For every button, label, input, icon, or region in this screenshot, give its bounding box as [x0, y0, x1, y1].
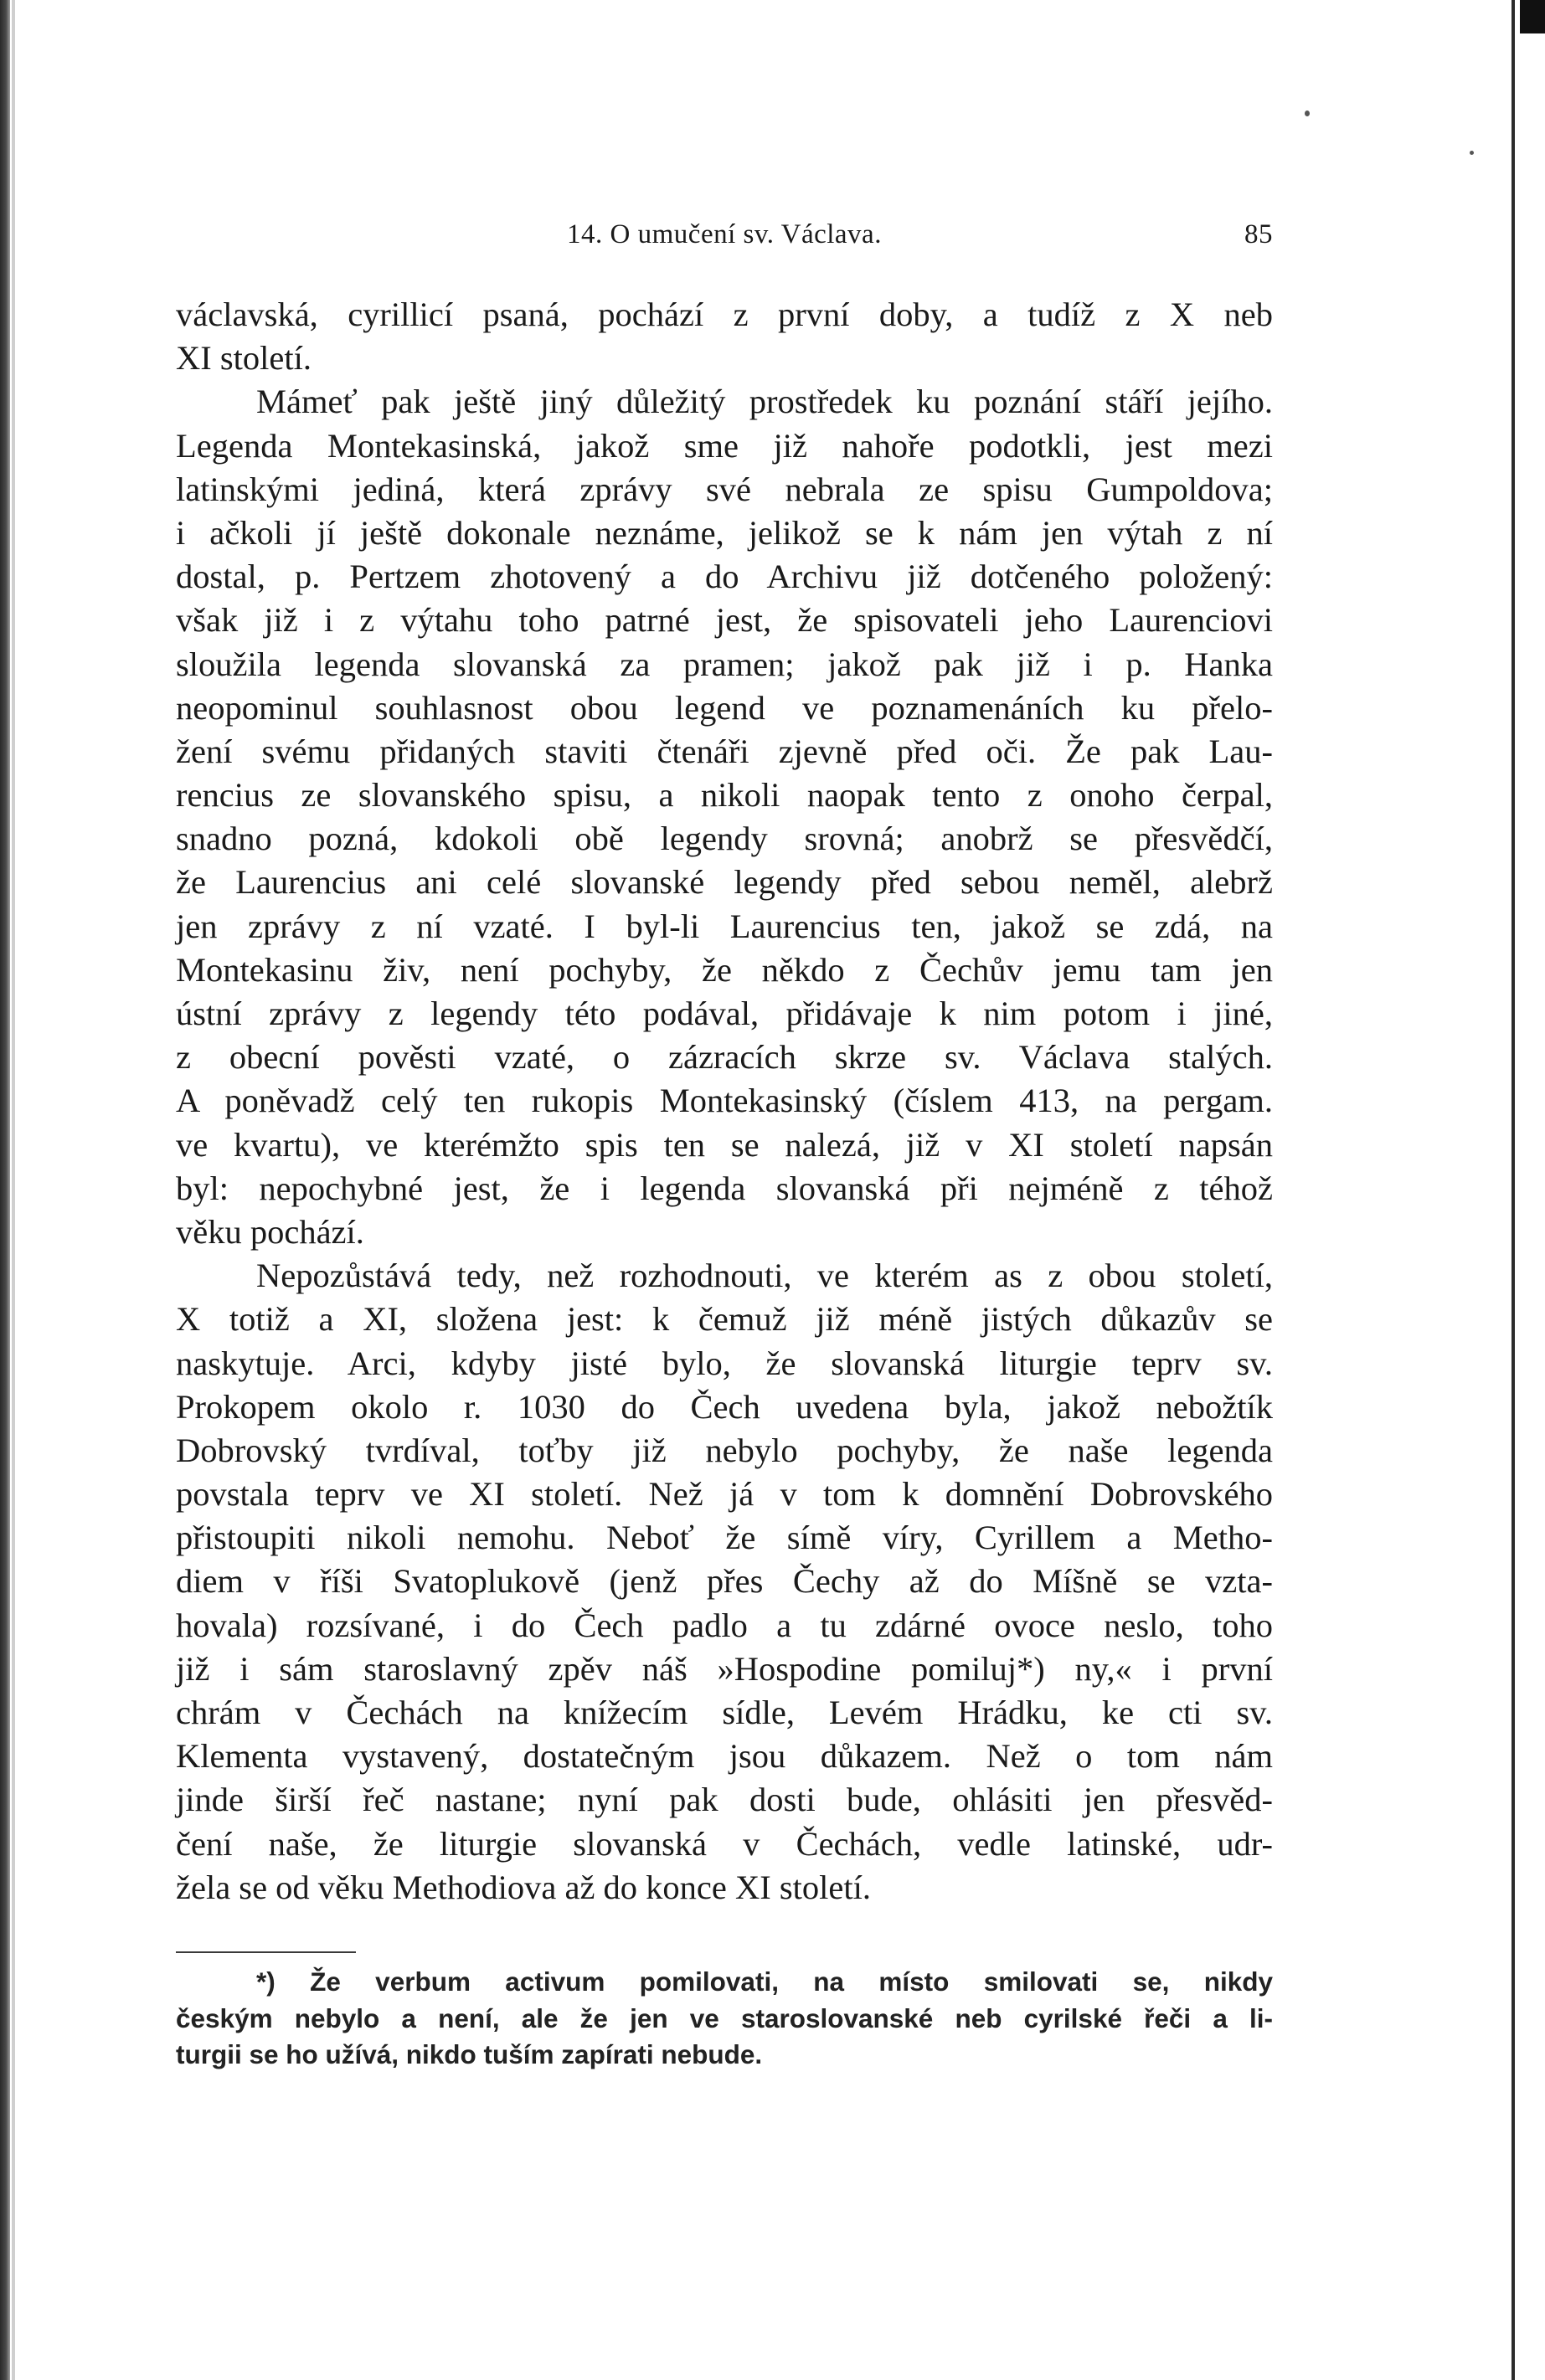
scan-speck: [1470, 151, 1474, 155]
text-line: sloužila legenda slovanská za pramen; jakož pak již i p. Hanka: [176, 645, 1273, 683]
text-line: hovala) rozsívané, i do Čech padlo a tu zdárné ovoce neslo, toho: [176, 1606, 1273, 1644]
text-line: neopominul souhlasnost obou legend ve poznamenáních ku přelo-: [176, 688, 1273, 727]
scan-left-edge: [0, 0, 10, 2380]
text-line: povstala teprv ve XI století. Než já v tom k domnění Dobrovského: [176, 1475, 1273, 1514]
footnote-line: turgii se ho užívá, nikdo tuším zapírati nebude.: [176, 2039, 763, 2069]
text-line: i ačkoli jí ještě dokonale neznáme, jelikož se k nám jen výtah z ní: [176, 513, 1273, 552]
text-line: že Laurencius ani celé slovanské legendy před sebou neměl, alebrž: [176, 863, 1273, 902]
text-line: naskytuje. Arci, kdyby jisté bylo, že slovanská liturgie teprv sv.: [176, 1344, 1273, 1382]
footnote-divider: [176, 1951, 356, 1953]
text-line: jen zprávy z ní vzaté. I byl-li Laurencius ten, jakož se zdá, na: [176, 907, 1273, 945]
text-line: dostal, p. Pertzem zhotovený a do Archivu již dotčeného položený:: [176, 558, 1273, 596]
text-line: již i sám staroslavný zpěv náš »Hospodine pomiluj*) ny,« i první: [176, 1649, 1273, 1688]
text-line: václavská, cyrillicí psaná, pochází z první doby, a tudíž z X neb: [176, 296, 1273, 333]
chapter-title: 14. O umučení sv. Václava.: [567, 219, 882, 249]
text-line: ve kvartu), ve kterémžto spis ten se nalezá, již v XI století napsán: [176, 1125, 1273, 1164]
text-line: Montekasinu živ, není pochyby, že někdo z Čechův jemu tam jen: [176, 950, 1273, 989]
text-line: žela se od věku Methodiova až do konce XI století.: [176, 1868, 871, 1906]
text-line: Klementa vystavený, dostatečným jsou důkazem. Než o tom nám: [176, 1737, 1273, 1776]
text-line: z obecní pověsti vzaté, o zázracích skrze sv. Václava stalých.: [176, 1038, 1273, 1077]
text-line: Legenda Montekasinská, jakož sme již nahoře podotkli, jest mezi: [176, 426, 1273, 465]
text-line: jinde širší řeč nastane; nyní pak dosti bude, ohlásiti jen přesvěd-: [176, 1781, 1273, 1819]
text-line: snadno pozná, kdokoli obě legendy srovná; anobrž se přesvědčí,: [176, 820, 1273, 858]
footnote-line: *) Že verbum activum pomilovati, na místo smilovati se, nikdy: [256, 1966, 1273, 1997]
footnote-line: českým nebylo a není, ale že jen ve staroslovanské neb cyrilské řeči a li-: [176, 2002, 1273, 2033]
scan-corner-shadow: [1520, 0, 1545, 33]
running-head: [176, 219, 1273, 261]
text-line: věku pochází.: [176, 1212, 364, 1251]
text-line: přistoupiti nikoli nemohu. Neboť že símě víry, Cyrillem a Metho-: [176, 1519, 1273, 1557]
text-line: Dobrovský tvrdíval, toťby již nebylo pochyby, že naše legenda: [176, 1431, 1273, 1469]
text-line: Prokopem okolo r. 1030 do Čech uvedena byla, jakož nebožtík: [176, 1387, 1273, 1426]
text-line: ústní zprávy z legendy této podával, přidávaje k nim potom i jiné,: [176, 995, 1273, 1032]
footnote: [176, 1964, 1273, 2074]
scan-right-edge: [1512, 0, 1545, 2380]
scan-speck: [1305, 111, 1310, 116]
text-line: XI století.: [176, 339, 312, 378]
text-line: byl: nepochybné jest, že i legenda slovanská při nejméně z téhož: [176, 1169, 1273, 1207]
text-line: latinskými jediná, která zprávy své nebrala ze spisu Gumpoldova;: [176, 470, 1273, 508]
text-line: A poněvadž celý ten rukopis Montekasinský (číslem 413, na pergam.: [176, 1082, 1273, 1120]
text-line: Mámeť pak ještě jiný důležitý prostředek ku poznání stáří jejího.: [256, 383, 1273, 421]
body-text: [176, 293, 1273, 1910]
text-line: X totiž a XI, složena jest: k čemuž již méně jistých důkazův se: [176, 1300, 1273, 1339]
text-line: rencius ze slovanského spisu, a nikoli naopak tento z onoho čerpal,: [176, 776, 1273, 815]
page-number: 85: [1244, 219, 1273, 249]
text-line: čení naše, že liturgie slovanská v Čechách, vedle latinské, udr-: [176, 1824, 1273, 1863]
scan-left-edge-highlight: [12, 0, 15, 2380]
text-line: Nepozůstává tedy, než rozhodnouti, ve kterém as z obou století,: [256, 1257, 1273, 1295]
text-line: chrám v Čechách na knížecím sídle, Levém Hrádku, ke cti sv.: [176, 1694, 1273, 1731]
text-line: však již i z výtahu toho patrné jest, že spisovateli jeho Laurenciovi: [176, 601, 1273, 640]
text-line: diem v říši Svatoplukově (jenž přes Čechy až do Míšně se vzta-: [176, 1562, 1273, 1601]
text-line: žení svému přidaných staviti čtenáři zjevně před oči. Že pak Lau-: [176, 732, 1273, 770]
